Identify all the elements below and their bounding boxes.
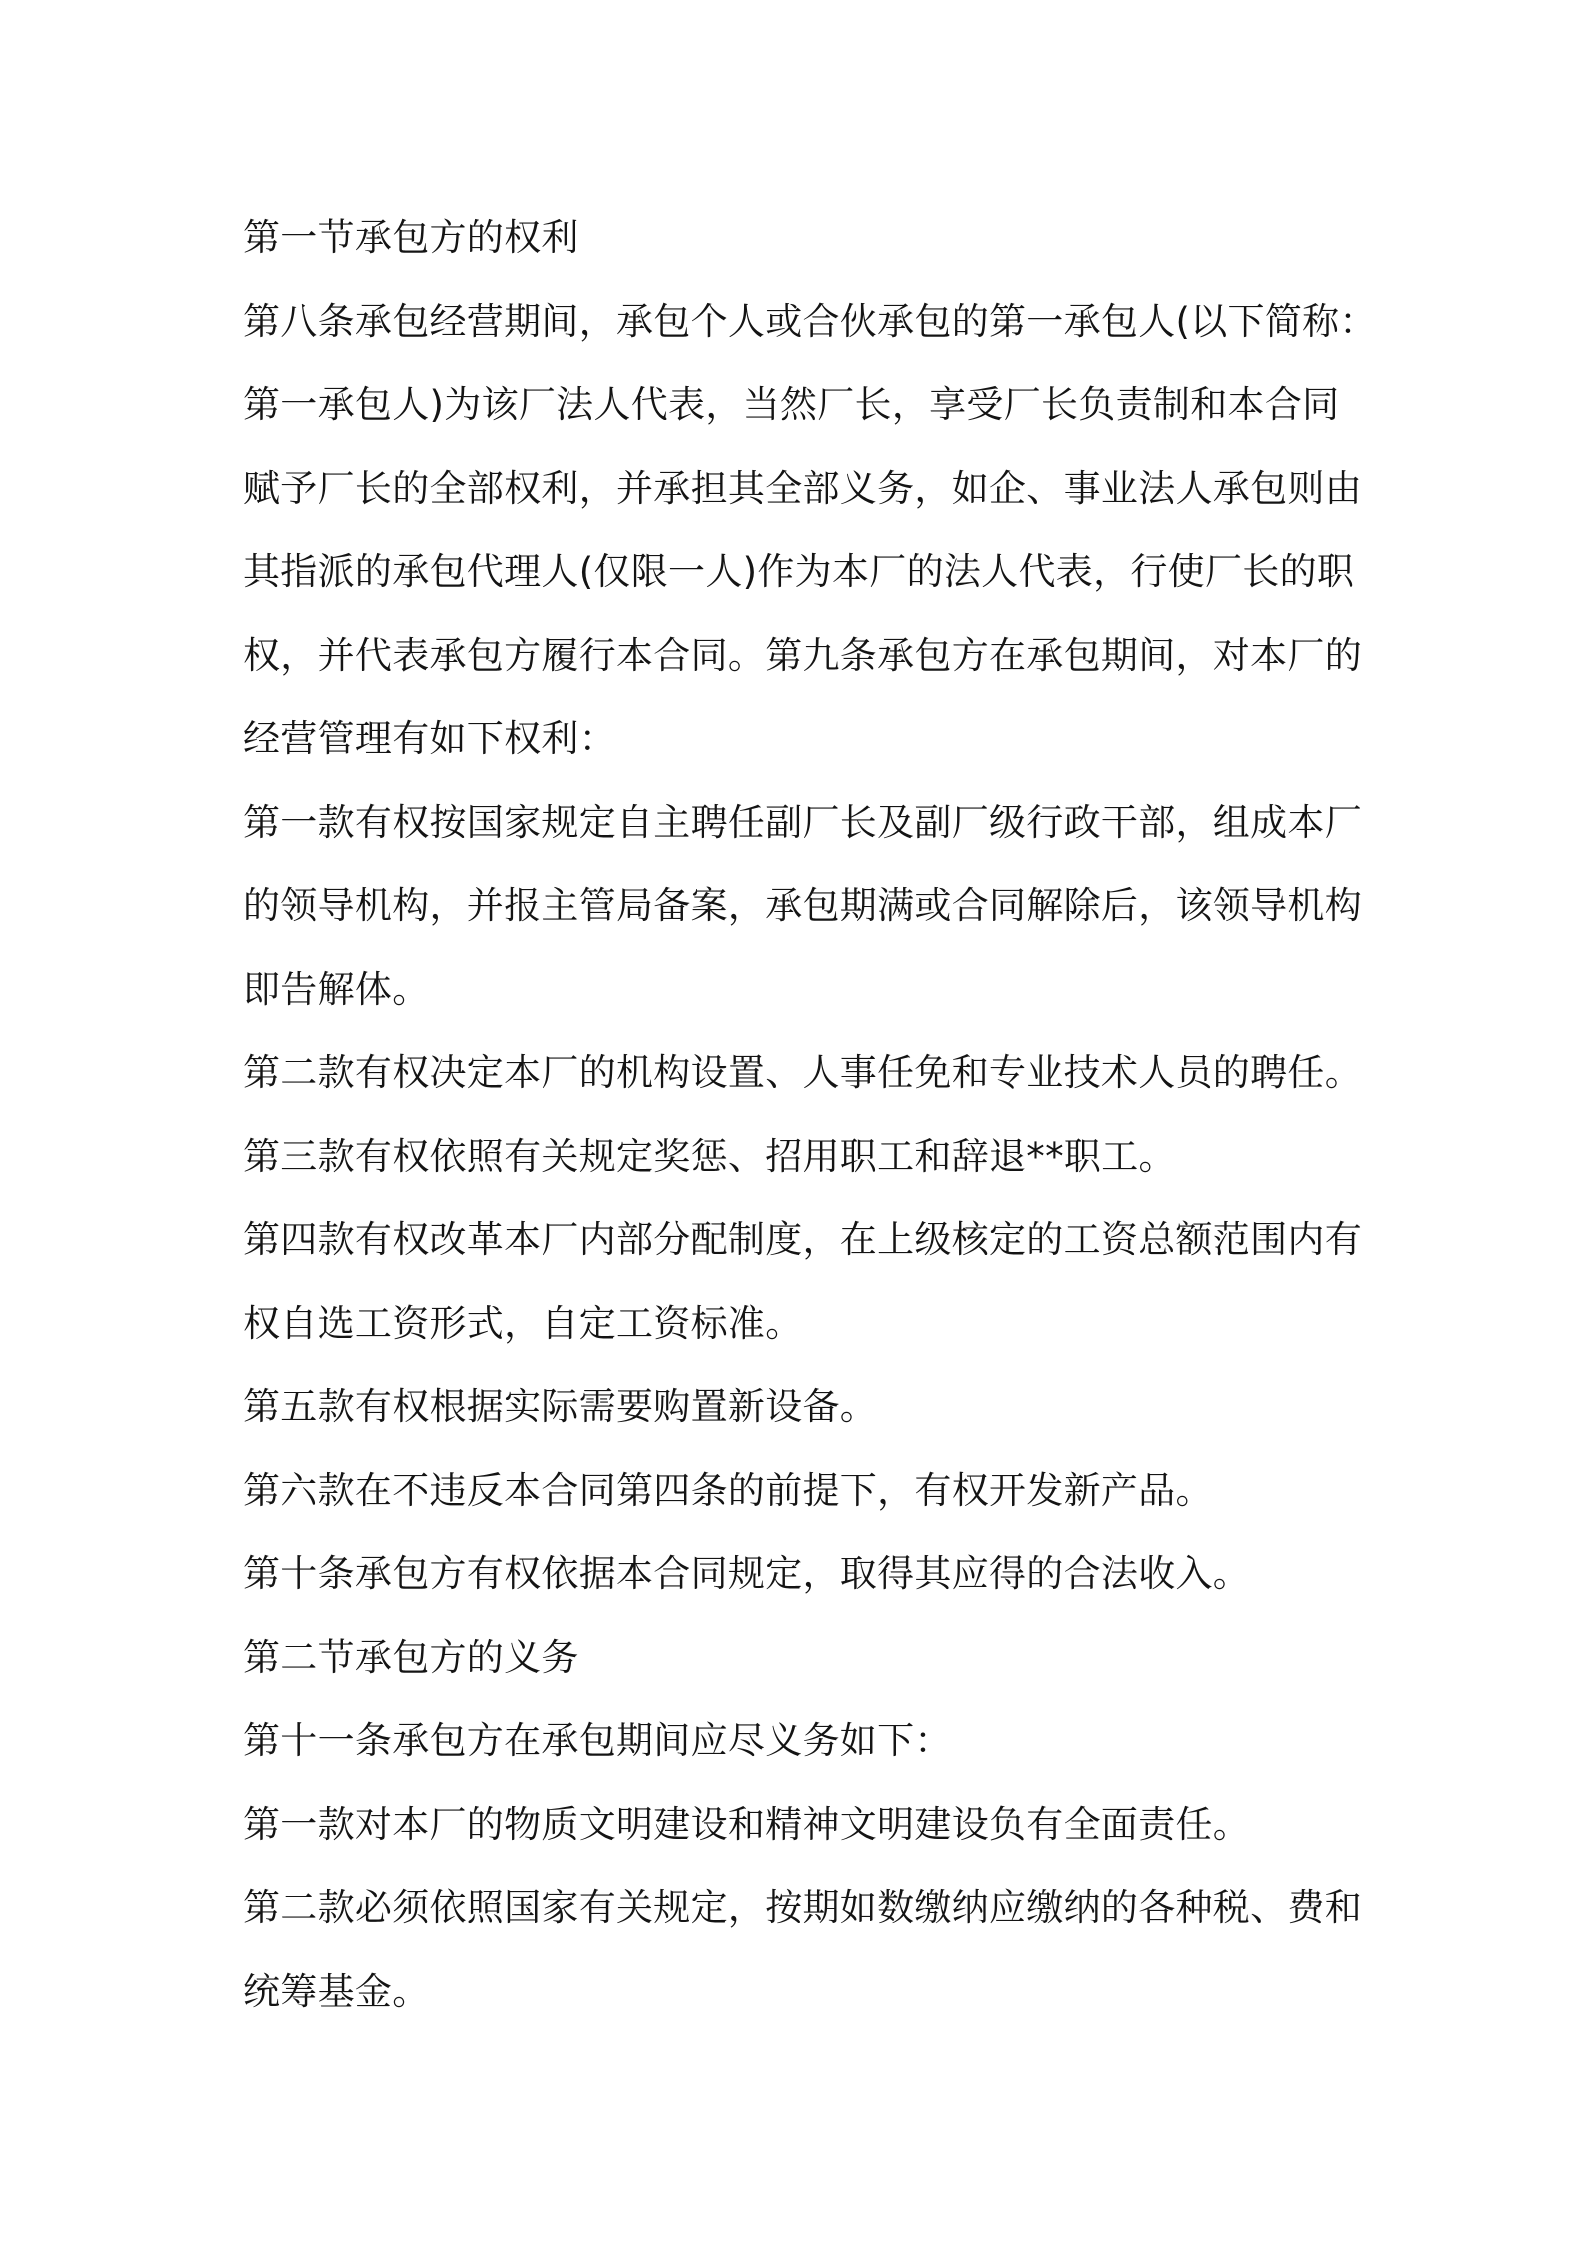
text-line: 的领导机构，并报主管局备案，承包期满或合同解除后，该领导机构 <box>243 884 1362 927</box>
text-line: 第四款有权改革本厂内部分配制度，在上级核定的工资总额范围内有 <box>243 1218 1362 1261</box>
text-line: 第十一条承包方在承包期间应尽义务如下： <box>243 1719 952 1762</box>
text-line: 第八条承包经营期间，承包个人或合伙承包的第一承包人(以下简称： <box>243 299 1377 343</box>
text-line: 第一款对本厂的物质文明建设和精神文明建设负有全面责任。 <box>243 1802 1251 1846</box>
text-line: 权，并代表承包方履行本合同。第九条承包方在承包期间，对本厂的 <box>243 633 1362 677</box>
text-line: 第六款在不违反本合同第四条的前提下，有权开发新产品。 <box>243 1468 1213 1512</box>
text-line: 第三款有权依照有关规定奖惩、招用职工和辞退**职工。 <box>243 1134 1176 1178</box>
text-line: 第一款有权按国家规定自主聘任副厂长及副厂级行政干部，组成本厂 <box>243 800 1362 844</box>
text-line: 第二款必须依照国家有关规定，按期如数缴纳应缴纳的各种税、费和 <box>243 1886 1362 1929</box>
text-line: 统筹基金。 <box>243 1969 430 2013</box>
text-line: 其指派的承包代理人(仅限一人)作为本厂的法人代表，行使厂长的职 <box>243 550 1355 593</box>
section-heading-2: 第二节承包方的义务 <box>243 1635 579 1679</box>
text-line: 第十条承包方有权依据本合同规定，取得其应得的合法收入。 <box>243 1552 1251 1595</box>
text-line: 即告解体。 <box>243 967 430 1011</box>
text-line: 经营管理有如下权利： <box>243 717 616 760</box>
text-line: 第一承包人)为该厂法人代表，当然厂长，享受厂长负责制和本合同 <box>243 383 1340 426</box>
text-line: 第二款有权决定本厂的机构设置、人事任免和专业技术人员的聘任。 <box>243 1051 1362 1094</box>
document-body <box>243 196 1377 2033</box>
text-line: 赋予厂长的全部权利，并承担其全部义务，如企、事业法人承包则由 <box>243 466 1362 510</box>
section-heading-1: 第一节承包方的权利 <box>243 216 579 259</box>
text-line: 权自选工资形式，自定工资标准。 <box>243 1301 803 1345</box>
text-line: 第五款有权根据实际需要购置新设备。 <box>243 1385 878 1428</box>
